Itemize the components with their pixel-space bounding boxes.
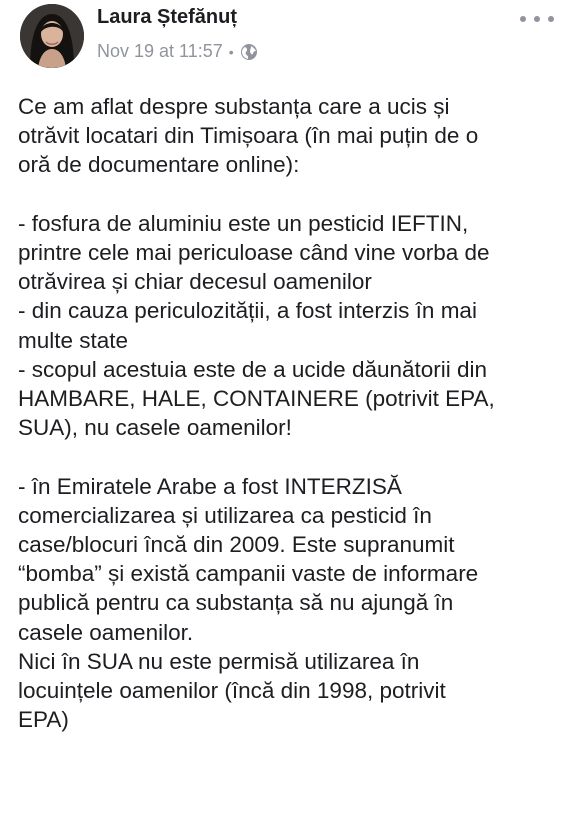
post-line: - în Emiratele Arabe a fost INTERZISĂ <box>18 473 402 499</box>
post-line: multe state <box>18 327 129 353</box>
timestamp[interactable]: Nov 19 at 11:57 <box>97 41 223 61</box>
post-meta <box>97 41 258 62</box>
post-line: casele oamenilor. <box>18 619 194 645</box>
post-line: oră de documentare online): <box>18 152 300 178</box>
post-line: case/blocuri încă din 2009. Este supranumit <box>18 532 455 558</box>
avatar[interactable] <box>20 4 84 68</box>
post-line: printre cele mai periculoase când vine vorba de <box>18 240 490 265</box>
post-line: HAMBARE, HALE, CONTAINERE (potrivit EPA, <box>18 386 495 412</box>
globe-icon[interactable] <box>240 43 258 61</box>
more-options-icon[interactable] <box>520 12 554 26</box>
author-name[interactable]: Laura Ștefănuț <box>97 6 238 28</box>
post-line: EPA) <box>18 707 69 733</box>
post-line: - fosfura de aluminiu este un pesticid IEFTIN, <box>18 210 469 236</box>
post-line: Ce am aflat despre substanța care a ucis și <box>18 94 450 119</box>
post-body <box>18 92 570 734</box>
post-line: otrăvirea și chiar decesul oamenilor <box>18 269 372 295</box>
post-line: otrăvit locatari din Timișoara (în mai puțin de o <box>18 123 479 149</box>
post-line: - din cauza periculozității, a fost interzis în mai <box>18 298 477 324</box>
post-line: publică pentru ca substanța să nu ajungă în <box>18 590 454 616</box>
post-line: - scopul acestuia este de a ucide dăunătorii din <box>18 356 488 382</box>
post-line: comercializarea și utilizarea ca pesticid în <box>18 502 432 528</box>
post-header <box>0 0 576 80</box>
meta-separator: • <box>228 43 234 60</box>
post-line: “bomba” și există campanii vaste de informare <box>18 561 479 587</box>
post-line: locuințele oamenilor (încă din 1998, potrivit <box>18 678 446 704</box>
post-line: SUA), nu casele oamenilor! <box>18 415 292 441</box>
post-line: Nici în SUA nu este permisă utilizarea în <box>18 648 420 674</box>
